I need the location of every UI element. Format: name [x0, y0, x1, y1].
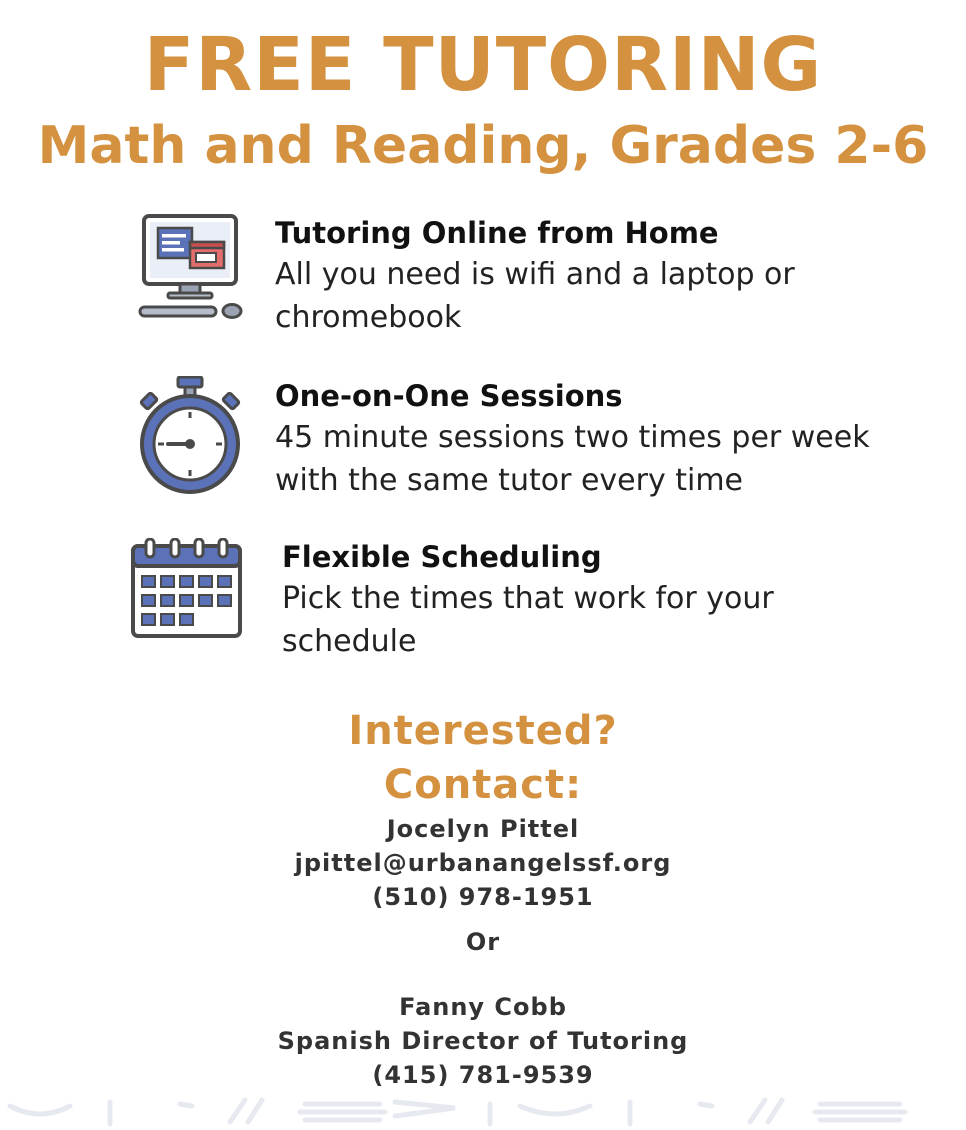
feature-text [275, 213, 835, 339]
or-separator: Or [465, 928, 501, 956]
contact-heading-block [0, 704, 966, 812]
primary-contact [0, 812, 966, 914]
feature-description: All you need is wifi and a laptop or chromebook [275, 257, 795, 335]
feature-description: Pick the times that work for your schedule [282, 581, 774, 659]
feature-heading: Tutoring Online from Home [275, 216, 719, 250]
feature-heading: One-on-One Sessions [275, 379, 623, 413]
contact-phone[interactable]: (510) 978-1951 [372, 883, 594, 911]
or-separator-block [0, 928, 966, 956]
subtitle: Math and Reading, Grades 2-6 [37, 116, 929, 176]
contact-name: Jocelyn Pittel [386, 815, 580, 843]
feature-heading: Flexible Scheduling [282, 540, 602, 574]
feature-text [282, 537, 822, 663]
footer-pattern-decoration [0, 1094, 966, 1130]
interested-heading: Interested? [348, 708, 618, 754]
contact-email[interactable]: jpittel@urbanangelssf.org [294, 849, 672, 877]
contact-role: Spanish Director of Tutoring [277, 1027, 689, 1055]
calendar-icon [130, 538, 244, 644]
contact-name: Fanny Cobb [399, 993, 567, 1021]
secondary-contact [0, 990, 966, 1092]
contact-phone[interactable]: (415) 781-9539 [372, 1061, 594, 1089]
computer-monitor-icon [138, 213, 244, 325]
main-title: FREE TUTORING [143, 22, 823, 108]
stopwatch-icon [138, 376, 244, 500]
feature-description: 45 minute sessions two times per week with the same tutor every time [275, 420, 870, 498]
contact-heading: Contact: [383, 762, 583, 808]
feature-text [275, 376, 875, 502]
